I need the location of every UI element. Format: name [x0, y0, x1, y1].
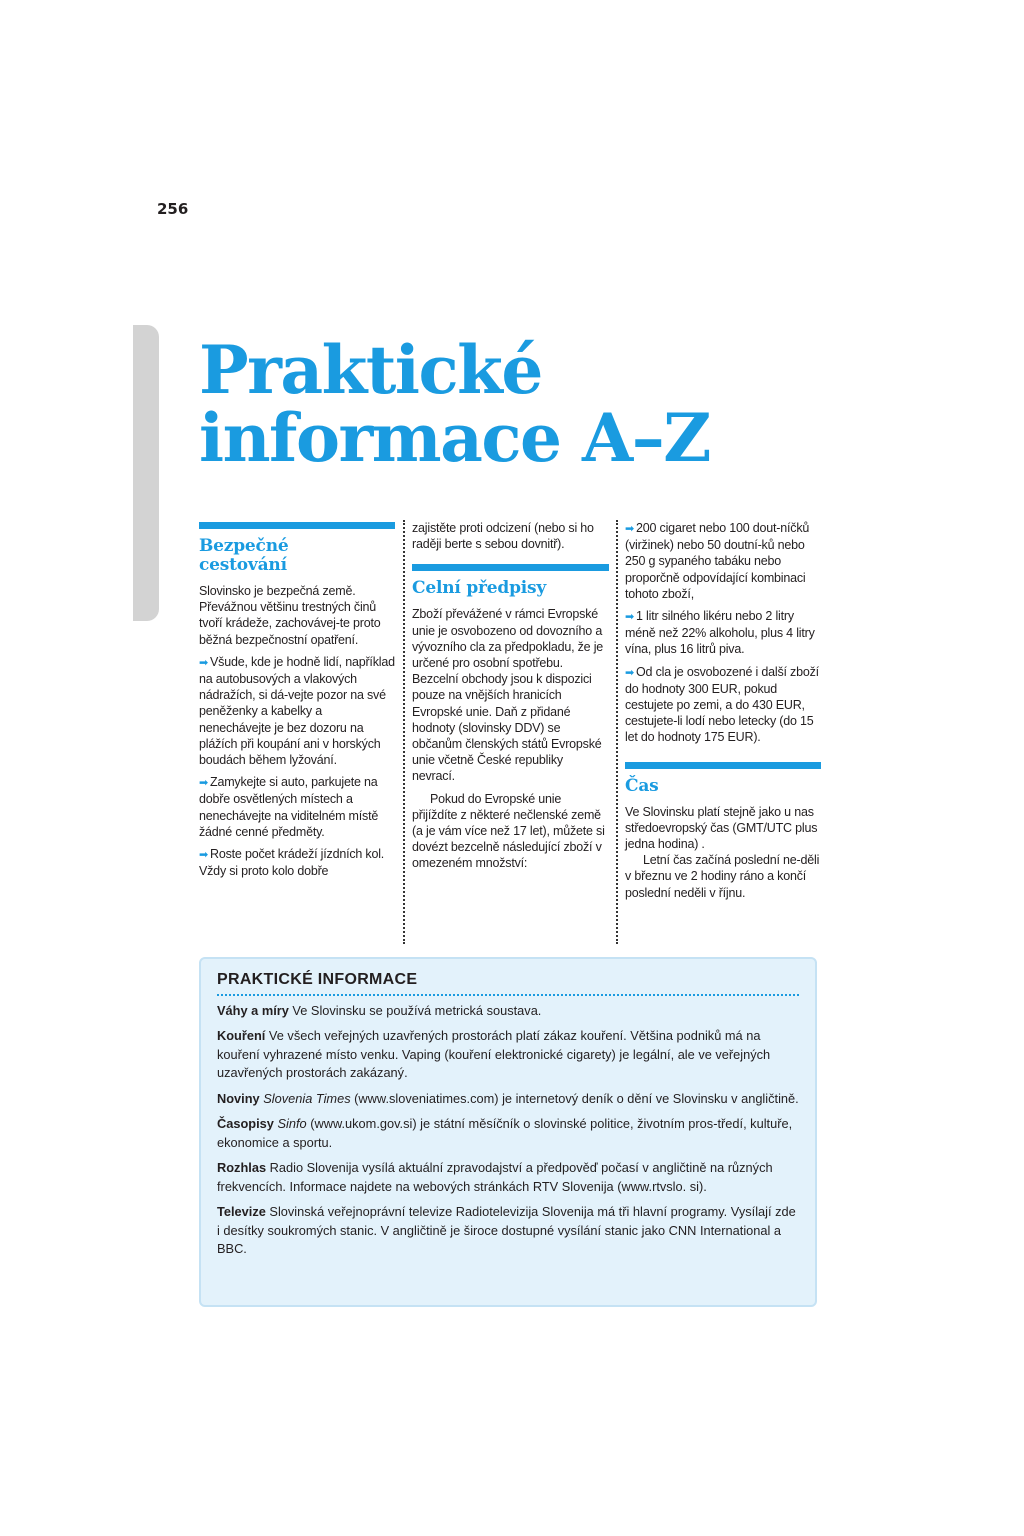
bullet-item: [199, 654, 395, 768]
info-entry-rozhlas: [217, 1159, 799, 1196]
heading-line: Bezpečné: [199, 536, 289, 556]
arrow-bullet-icon: ➡: [625, 611, 635, 624]
info-text: Slovinská veřejnoprávní televize Radiotelevizija Slovenija má tři hlavní programy. Vysílají zde i desítky soukromých stanic. V angličtině je široce dostupné vysílání stanic jako CNN International a BBC.: [217, 1204, 796, 1256]
column-2: [412, 520, 609, 878]
info-term: Rozhlas: [217, 1160, 267, 1175]
info-entry-koureni: [217, 1027, 799, 1083]
arrow-bullet-icon: ➡: [625, 666, 635, 679]
info-entry-televize: [217, 1203, 799, 1259]
bullet-item: [199, 846, 395, 879]
info-text: Ve všech veřejných uzavřených prostorách platí zákaz kouření. Většina podniků má na kouření vyhrazené místo venku. Vaping (kouření elektronické cigarety) je legální, ale ve veřejných uzavřených prostorách zakázaný.: [217, 1028, 771, 1080]
bullet-text: Všude, kde je hodně lidí, například na autobusových a vlakových nádražích, si dá-vejte pozor na své peněženky a kabelky a nenechávejte je bez dozoru na plážích při koupání ani v horských boudách během lyžování.: [199, 654, 395, 768]
column-1: [199, 520, 395, 885]
paragraph: Pokud do Evropské unie přijíždíte z některé nečlenské země (a je vám více než 17 let), můžete si dovézt bezcelně následující zboží v omezeném množství:: [412, 791, 605, 871]
paragraph: Zboží převážené v rámci Evropské unie je osvobozeno od dovozního a vývozního cla za předpokladu, že je určené pro osobní spotřebu. Bezcelní obchody jsou k dispozici pouze na vnějších hranicích Evropské unie. Daň z přidané hodnoty (slovinsky DDV) se občanům členských států Evropské unie včetně České republiky nevrací.: [412, 607, 604, 784]
info-text: Radio Slovenija vysílá aktuální zpravodajství a předpověď počasí v angličtině na různých frekvencích. Informace najdete na webových stránkách RTV Slovenija (www.rtvslo. si).: [217, 1160, 773, 1194]
info-term: Televize: [217, 1204, 266, 1219]
heading-line: cestování: [199, 555, 287, 575]
paragraph: Slovinsko je bezpečná země. Převážnou většinu trestných činů tvoří krádeže, zachovávej-te proto běžná bezpečnostní opatření.: [199, 584, 381, 647]
column-divider: [616, 520, 618, 944]
paragraph: Ve Slovinsku platí stejně jako u nas středoevropský čas (GMT/UTC plus jedna hodina) .: [625, 804, 818, 852]
section-rule: [625, 762, 821, 769]
title-line-2: informace A–Z: [199, 399, 710, 477]
info-entry-casopisy: [217, 1115, 799, 1152]
bullet-text: Roste počet krádeží jízdních kol. Vždy si proto kolo dobře: [199, 847, 385, 879]
chapter-side-tab: [133, 325, 159, 621]
info-text: (www.ukom.gov.si) je státní měsíčník o slovinské politice, životním pros-tředí, kultuře, ekonomice a sportu.: [217, 1116, 793, 1150]
info-italic: Sinfo: [277, 1116, 307, 1131]
bullet-item: [199, 774, 395, 840]
section-heading-cas: Čas: [625, 775, 659, 796]
column-3: [625, 520, 821, 907]
info-italic: Slovenia Times: [263, 1090, 351, 1106]
bullet-text: 1 litr silného likéru nebo 2 litry méně než 22% alkoholu, plus 4 litry vína, plus 16 litrů piva.: [625, 609, 815, 657]
info-entry-noviny: [217, 1090, 799, 1109]
info-term: Váhy a míry: [217, 1002, 289, 1018]
bullet-item: [625, 608, 821, 658]
info-text: Ve Slovinsku se používá metrická soustava.: [288, 1002, 542, 1018]
section-rule: [412, 564, 609, 571]
arrow-bullet-icon: ➡: [199, 656, 209, 669]
info-text: (www.sloveniatimes.com) je internetový deník o dění ve Slovinsku v angličtině.: [350, 1090, 799, 1106]
arrow-bullet-icon: ➡: [625, 523, 635, 535]
info-term: Noviny: [217, 1090, 260, 1106]
paragraph: Letní čas začíná poslední ne-děli v březnu ve 2 hodiny ráno a končí poslední neděli v říjnu.: [625, 853, 820, 900]
arrow-bullet-icon: ➡: [199, 849, 209, 862]
page-title: [199, 331, 710, 477]
bullet-item: [625, 664, 821, 746]
page-number: 256: [157, 200, 189, 218]
bullet-item: [625, 520, 821, 602]
title-line-1: Praktické: [199, 331, 542, 409]
column-divider: [403, 520, 405, 944]
paragraph-continuation: zajistěte proti odcizení (nebo si ho raději berte s sebou dovnitř).: [412, 521, 594, 552]
bullet-text: Od cla je osvobozené i další zboží do hodnoty 300 EUR, pokud cestujete po zemi, a do 430 EUR, cestujete-li lodí nebo letecky (do 15 let do hodnoty 175 EUR).: [625, 664, 819, 745]
practical-info-box: [199, 957, 817, 1307]
section-heading-celni: Celní předpisy: [412, 578, 547, 599]
bullet-text: 200 cigaret nebo 100 dout-níčků (viržinek) nebo 50 doutní-ků nebo 250 g sypaného tabáku nebo proporčně odpovídající kombinaci tohoto zboží,: [625, 521, 810, 601]
section-heading-bezpecne: [199, 537, 395, 575]
box-title: PRAKTICKÉ INFORMACE: [217, 971, 799, 996]
info-term: Časopisy: [217, 1116, 274, 1131]
section-rule: [199, 522, 395, 529]
info-entry-vahy: [217, 1002, 799, 1021]
arrow-bullet-icon: ➡: [199, 777, 209, 790]
info-term: Kouření: [217, 1028, 266, 1043]
bullet-text: Zamykejte si auto, parkujete na dobře osvětlených místech a nenechávejte na viditelném místě žádné cenné předměty.: [199, 775, 379, 839]
